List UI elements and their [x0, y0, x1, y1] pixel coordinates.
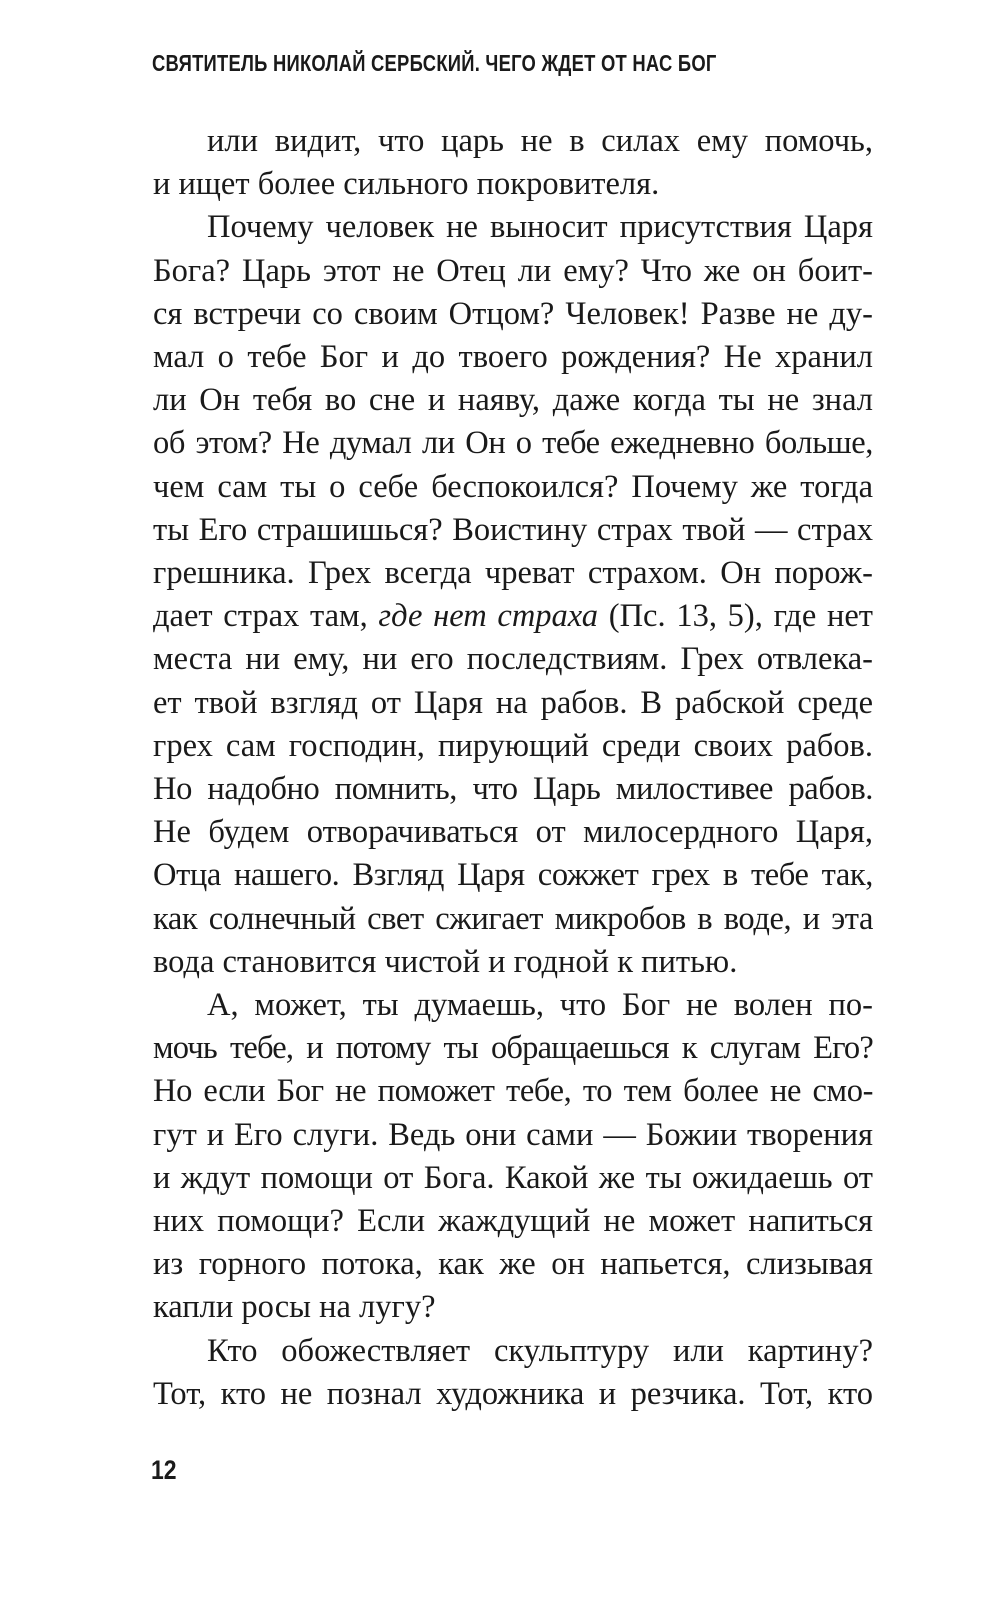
- text-line: ет твой взгляд от Царя на рабов. В рабской среде: [153, 684, 873, 721]
- scripture-quote: где нет страха: [378, 598, 599, 635]
- text-line: из горного потока, как же он напьется, слизывая: [153, 1246, 873, 1283]
- running-head: СВЯТИТЕЛЬ НИКОЛАЙ СЕРБСКИЙ. ЧЕГО ЖДЕТ ОТ НАС БОГ: [152, 50, 717, 76]
- text-line: грешника. Грех всегда чреват страхом. Он порож-: [153, 555, 873, 592]
- text-line: мал о тебе Бог и до твоего рождения? Не хранил: [153, 339, 873, 376]
- page-number: 12: [151, 1455, 177, 1485]
- text-line: Но надобно помнить, что Царь милостивее рабов.: [153, 771, 873, 808]
- text-line: Но если Бог не поможет тебе, то тем более не смо-: [153, 1073, 873, 1110]
- text-line: места ни ему, ни его последствиям. Грех отвлека-: [153, 641, 873, 678]
- text-line: Кто обожествляет скульптуру или картину?: [207, 1332, 873, 1369]
- text-line: Отца нашего. Взгляд Царя сожжет грех в тебе так,: [153, 857, 873, 894]
- citation-after: (Пс. 13, 5), где нет: [598, 598, 873, 635]
- text-line: как солнечный свет сжигает микробов в воде, и эта: [153, 900, 873, 937]
- text-line: ли Он тебя во сне и наяву, даже когда ты не знал: [153, 382, 873, 419]
- text-line: чем сам ты о себе беспокоился? Почему же тогда: [153, 468, 873, 505]
- text-line: грех сам господин, пирующий среди своих рабов.: [153, 727, 873, 764]
- citation-before: дает страх там,: [153, 598, 379, 635]
- text-line: Тот, кто не познал художника и резчика. Тот, кто: [153, 1375, 873, 1412]
- text-line: капли росы на лугу?: [153, 1289, 436, 1326]
- text-line: и ищет более сильного покровителя.: [153, 166, 660, 203]
- citation-line: [153, 595, 873, 638]
- text-line: и ждут помощи от Бога. Какой же ты ожидаешь от: [153, 1159, 873, 1196]
- text-line: них помощи? Если жаждущий не может напиться: [153, 1203, 873, 1240]
- text-line: гут и Его слуги. Ведь они сами — Божии творения: [153, 1116, 873, 1153]
- text-line: ся встречи со своим Отцом? Человек! Разве не ду-: [153, 295, 873, 332]
- text-line: А, может, ты думаешь, что Бог не волен по-: [207, 987, 873, 1024]
- text-line: об этом? Не думал ли Он о тебе ежедневно больше,: [153, 425, 873, 462]
- text-line: вода становится чистой и годной к питью.: [153, 943, 738, 980]
- body-text: [153, 120, 873, 1416]
- text-line: или видит, что царь не в силах ему помочь,: [207, 123, 873, 159]
- text-line: Почему человек не выносит присутствия Царя: [207, 209, 873, 246]
- text-line: Не будем отворачиваться от милосердного Царя,: [153, 814, 873, 851]
- text-line: Бога? Царь этот не Отец ли ему? Что же он боит-: [153, 252, 873, 289]
- text-line: мочь тебе, и потому ты обращаешься к слугам Его?: [153, 1030, 873, 1067]
- text-line: ты Его страшишься? Воистину страх твой — страх: [153, 511, 873, 548]
